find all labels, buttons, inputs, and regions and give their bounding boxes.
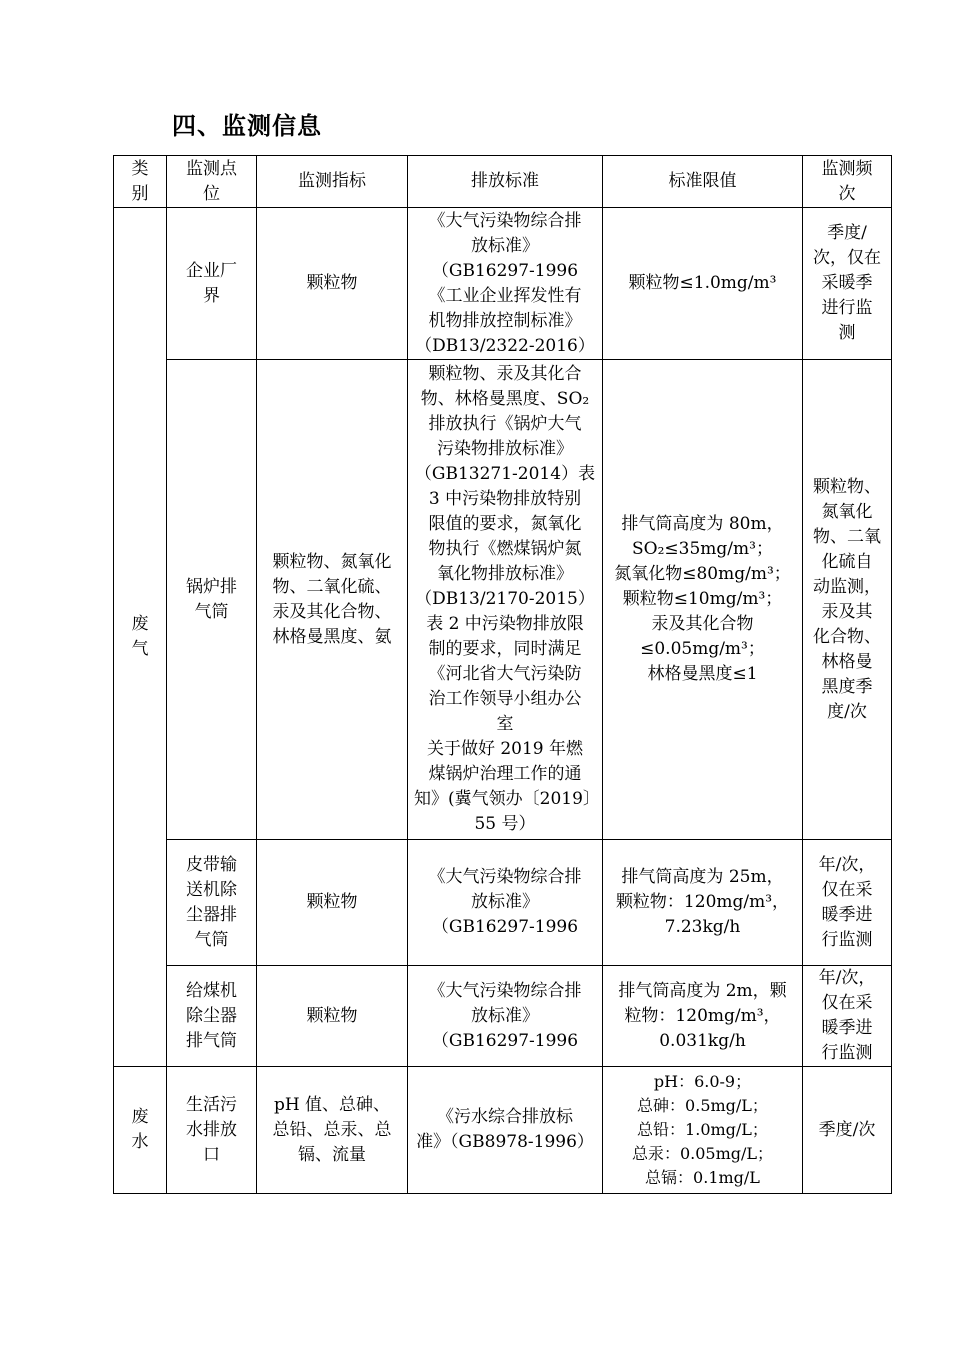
cell-text-line: 污染物排放标准》	[437, 439, 573, 459]
cell-text-line: 表 2 中污染物排放限	[426, 614, 584, 634]
cell-text-line: 别	[131, 183, 149, 204]
cell-text-line: 排气筒高度为 25m，	[621, 867, 784, 887]
cell-text-line: 化硫自	[821, 551, 873, 572]
cell-text-line: 监测频	[821, 158, 873, 179]
frequency-cell	[803, 840, 892, 966]
cell-text-line: pH：6.0-9；	[653, 1072, 752, 1091]
cell-text-line: 颗粒物、	[813, 476, 881, 497]
cell-text-line: 颗粒物	[306, 1005, 358, 1026]
cell-text-line: 限值的要求，氮氧化	[428, 514, 582, 534]
monitoring-table	[113, 155, 892, 1194]
cell-text-line: 仅在采	[821, 993, 873, 1013]
cell-text-line: 进行监	[821, 298, 873, 318]
cell-text-line: 次	[838, 183, 856, 204]
cell-text-line: （GB13271-2014）表	[414, 464, 596, 484]
cell-text-line: 7.23kg/h	[664, 917, 741, 937]
cell-text-line: 治工作领导小组办公	[428, 689, 582, 709]
cell-text-line: 颗粒物	[306, 273, 358, 293]
cell-text-line: 总镉：0.1mg/L	[645, 1168, 760, 1187]
cell-text-line: 化合物、	[813, 626, 881, 647]
cell-text-line: 排气筒高度为 80m，	[621, 514, 784, 534]
cell-text-line: 制的要求，同时满足	[428, 639, 582, 659]
cell-text-line: 暖季进	[821, 1018, 873, 1038]
indicator-cell	[257, 208, 408, 360]
standard-cell	[408, 966, 603, 1067]
cell-text-line: 年/次，	[818, 968, 876, 988]
category-char: 水	[131, 1132, 149, 1152]
cell-text-line: 颗粒物：120mg/m³，	[615, 892, 790, 912]
cell-text-line: ≤0.05mg/m³；	[640, 639, 765, 659]
cell-text-line: 测	[838, 323, 856, 343]
cell-text-line: 总砷：0.5mg/L；	[637, 1096, 768, 1115]
cell-text-line: 口	[203, 1144, 220, 1165]
cell-text-line: （GB16297-1996	[431, 260, 579, 281]
header-row	[114, 156, 892, 208]
standard-cell	[408, 840, 603, 966]
cell-text-line: 排气筒高度为 2m，颗	[618, 980, 787, 1001]
section-heading: 四、监测信息	[172, 112, 322, 140]
point-cell	[167, 840, 257, 966]
cell-text-line: 氮氧化物≤80mg/m³；	[614, 564, 791, 584]
cell-text-line: 企业厂	[186, 260, 237, 281]
standard-cell	[408, 360, 603, 840]
cell-text-line: 季度/次	[818, 1119, 876, 1140]
cell-text-line: 汞及其	[821, 601, 873, 622]
cell-text-line: 排放执行《锅炉大气	[428, 414, 582, 434]
table-row	[114, 1067, 892, 1194]
cell-text-line: 送机除	[186, 879, 237, 900]
cell-text-line: 皮带输	[186, 854, 237, 875]
cell-text-line: pH 值、总砷、	[273, 1094, 391, 1115]
cell-text-line: （DB13/2170-2015）	[415, 589, 595, 609]
cell-text-line: 监测点	[186, 158, 237, 179]
header-standard: 排放标准	[408, 156, 603, 208]
cell-text-line: SO₂≤35mg/m³；	[632, 539, 773, 559]
cell-text-line: 《工业企业挥发性有	[428, 285, 582, 306]
point-cell	[167, 360, 257, 840]
table-row	[114, 966, 892, 1067]
cell-text-line: 煤锅炉治理工作的通	[428, 764, 582, 784]
cell-text-line: 机物排放控制标准》	[428, 310, 582, 331]
cell-text-line: 林格曼黑度、氨	[272, 626, 392, 647]
cell-text-line: 行监测	[821, 929, 873, 950]
indicator-cell	[257, 1067, 408, 1194]
cell-text-line: 3 中污染物排放特别	[428, 489, 582, 509]
cell-text-line: 尘器排	[186, 904, 237, 925]
frequency-cell	[803, 1067, 892, 1194]
category-char: 废	[131, 614, 149, 634]
cell-text-line: 总汞：0.05mg/L；	[631, 1144, 774, 1163]
cell-text-line: 采暖季	[821, 273, 873, 293]
cell-text-line: 界	[203, 285, 220, 306]
standard-cell	[408, 1067, 603, 1194]
header-category	[114, 156, 167, 208]
header-point	[167, 156, 257, 208]
standard-cell	[408, 208, 603, 360]
category-char: 气	[131, 639, 149, 659]
cell-text-line: 物、二氧	[813, 526, 881, 547]
cell-text-line: 0.031kg/h	[659, 1030, 746, 1051]
cell-text-line: 准》（GB8978-1996）	[416, 1132, 594, 1152]
limit-cell	[603, 208, 803, 360]
cell-text-line: 物、林格曼黑度、SO₂	[420, 389, 590, 409]
cell-text-line: 林格曼黑度≤1	[647, 664, 758, 684]
point-cell	[167, 1067, 257, 1194]
frequency-cell	[803, 966, 892, 1067]
cell-text-line: 放标准》	[471, 1005, 539, 1026]
table-row	[114, 360, 892, 840]
category-cell-waste-gas	[114, 208, 167, 1067]
table-row	[114, 840, 892, 966]
cell-text-line: （GB16297-1996	[431, 1030, 579, 1051]
cell-text-line: 知》(冀气领办〔2019〕	[414, 789, 600, 809]
cell-text-line: 生活污	[186, 1094, 237, 1115]
indicator-cell	[257, 360, 408, 840]
cell-text-line: 颗粒物≤1.0mg/m³	[628, 273, 777, 293]
point-cell	[167, 966, 257, 1067]
header-frequency	[803, 156, 892, 208]
cell-text-line: 排气筒	[186, 1030, 237, 1051]
cell-text-line: 动监测，	[813, 576, 881, 597]
limit-cell	[603, 1067, 803, 1194]
cell-text-line: 给煤机	[186, 980, 237, 1001]
indicator-cell	[257, 966, 408, 1067]
cell-text-line: 锅炉排	[186, 576, 237, 597]
cell-text-line: 位	[203, 183, 220, 204]
cell-text-line: 物、二氧化硫、	[272, 576, 392, 597]
category-char: 废	[131, 1107, 149, 1127]
cell-text-line: 镉、流量	[298, 1144, 366, 1165]
limit-cell	[603, 840, 803, 966]
cell-text-line: 总铅、总汞、总	[272, 1119, 392, 1140]
cell-text-line: 暖季进	[821, 904, 873, 925]
cell-text-line: 《大气污染物综合排	[428, 210, 582, 231]
cell-text-line: 汞及其化合物	[651, 614, 754, 634]
cell-text-line: 《污水综合排放标	[437, 1107, 573, 1127]
category-cell-waste-water	[114, 1067, 167, 1194]
indicator-cell	[257, 840, 408, 966]
cell-text-line: 类	[131, 158, 149, 179]
cell-text-line: 林格曼	[821, 651, 873, 672]
cell-text-line: 行监测	[821, 1043, 873, 1063]
table-row	[114, 208, 892, 360]
limit-cell	[603, 360, 803, 840]
cell-text-line: （DB13/2322-2016）	[415, 335, 595, 356]
point-cell	[167, 208, 257, 360]
cell-text-line: 室	[496, 714, 514, 734]
cell-text-line: 总铅：1.0mg/L；	[637, 1120, 768, 1139]
cell-text-line: 物执行《燃煤锅炉氮	[428, 539, 582, 559]
cell-text-line: 颗粒物、汞及其化合	[428, 364, 582, 384]
cell-text-line: 黑度季	[821, 676, 873, 697]
cell-text-line: 《大气污染物综合排	[428, 867, 582, 887]
cell-text-line: 汞及其化合物、	[272, 601, 392, 622]
cell-text-line: 颗粒物、氮氧化	[272, 551, 392, 572]
cell-text-line: 氧化物排放标准》	[437, 564, 573, 584]
cell-text-line: 颗粒物	[306, 892, 358, 912]
cell-text-line: 55 号）	[474, 814, 536, 834]
header-limit: 标准限值	[603, 156, 803, 208]
cell-text-line: 放标准》	[471, 235, 539, 256]
cell-text-line: （GB16297-1996	[431, 917, 579, 937]
cell-text-line: 气筒	[194, 601, 229, 622]
cell-text-line: 气筒	[194, 929, 229, 950]
cell-text-line: 除尘器	[186, 1005, 237, 1026]
header-indicator: 监测指标	[257, 156, 408, 208]
limit-cell	[603, 966, 803, 1067]
frequency-cell	[803, 208, 892, 360]
cell-text-line: 《河北省大气污染防	[428, 664, 582, 684]
frequency-cell	[803, 360, 892, 840]
cell-text-line: 氮氧化	[821, 501, 873, 522]
cell-text-line: 颗粒物≤10mg/m³；	[622, 589, 783, 609]
cell-text-line: 放标准》	[471, 892, 539, 912]
cell-text-line: 度/次	[827, 701, 867, 722]
cell-text-line: 粒物：120mg/m³，	[624, 1005, 781, 1026]
cell-text-line: 《大气污染物综合排	[428, 980, 582, 1001]
cell-text-line: 年/次，	[818, 854, 876, 875]
cell-text-line: 关于做好 2019 年燃	[426, 739, 584, 759]
cell-text-line: 次，仅在	[813, 248, 881, 268]
cell-text-line: 季度/	[827, 223, 867, 243]
cell-text-line: 水排放	[186, 1119, 237, 1140]
cell-text-line: 仅在采	[821, 879, 873, 900]
